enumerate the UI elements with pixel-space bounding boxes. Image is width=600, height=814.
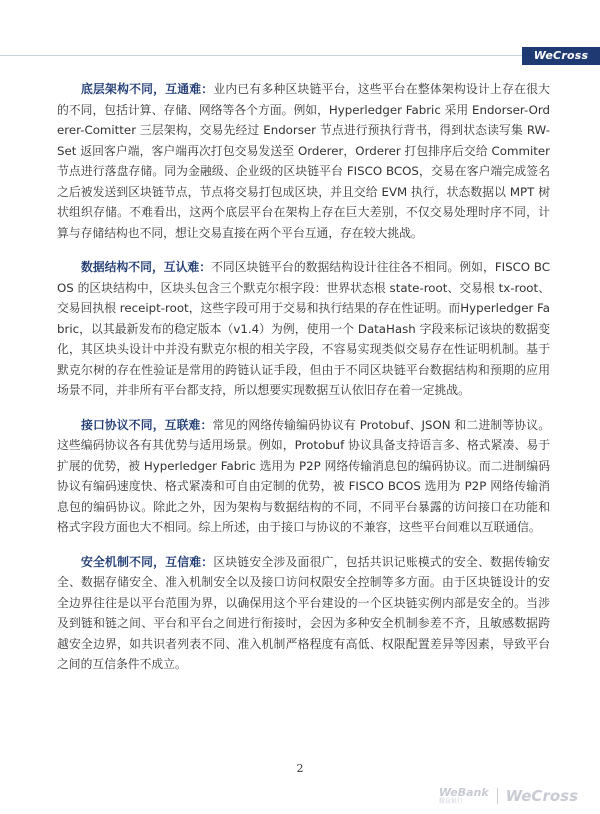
logo-divider xyxy=(497,788,498,804)
paragraph-architecture xyxy=(57,79,550,243)
footer-logos xyxy=(439,787,578,805)
wecross-header-logo: WeCross xyxy=(522,47,600,65)
paragraph-text: 常见的网络传输编码协议有 Protobuf、JSON 和二进制等协议。这些编码协议各有其优势与适用场景。例如，Protobuf 协议具备支持语言多、格式紧凑、易于扩展的优势，被 Hyperledger Fabric 选用为 P2P 网络传输消息包的编码协议。而二进制编码协议有编码速度快、格式紧凑和可自由定制的优势，被 FISCO BCOS 选用为 P2P 网络传输消息包的编码协议。除此之外，因为架构与数据结构的不同，不同平台暴露的访问接口在功能和格式字段方面也大不相同。综上所述，由于接口与协议的不兼容，这些平台间难以互联通信。 xyxy=(57,417,550,534)
paragraph-security xyxy=(57,552,550,675)
paragraph-data-structure xyxy=(57,257,550,401)
webank-logo-subtext: 微众银行 xyxy=(438,798,463,805)
webank-logo-text: WeBank xyxy=(438,786,489,799)
paragraph-lead: 接口协议不同，互联难： xyxy=(81,417,213,432)
paragraph-lead: 数据结构不同，互认难： xyxy=(81,260,212,274)
paragraph-lead: 安全机制不同，互信难： xyxy=(81,554,214,569)
page-number: 2 xyxy=(296,762,304,775)
paragraph-text: 不同区块链平台的数据结构设计往往各不相同。例如，FISCO BCOS 的区块结构中，区块头包含三个默克尔根字段：世界状态根 state-root、交易根 tx-root、交易回执根 receipt-root，这些字段可用于交易和执行结果的存在性证明。而Hyperledger Fabric，以其最新发布的稳定版本（v1.4）为例，使用一个 DataHash 字段来标记该块的数据变化，其区块头设计中并没有默克尔根的相关字段，不容易实现类似交易存在性证明机制。基于默克尔树的存在性验证是常用的跨链认证手段，但由于不同区块链平台数据结构和预期的应用场景不同，并非所有平台都支持，所以想要实现数据互认依旧存在着一定挑战。 xyxy=(57,260,550,397)
paragraph-text: 业内已有多种区块链平台，这些平台在整体架构设计上存在很大的不同，包括计算、存储、网络等各个方面。例如，Hyperledger Fabric 采用 Endorser-Orderer-Comitter 三层架构，交易先经过 Endorser 节点进行预执行背书，得到状态读写集 RW-Set 返回客户端，客户端再次打包交易发送至 Orderer，Orderer 打包排序后交给 Commiter 节点进行落盘存储。同为金融级、企业级的区块链平台 FISCO BCOS，交易在客户端完成签名之后被发送到区块链节点，节点将交易打包成区块，并且交给 EVM 执行，状态数据以 MPT 树状组织存储。不难看出，这两个底层平台在架构上存在巨大差别，不仅交易处理时序不同，计算与存储结构也不同，想让交易直接在两个平台互通，存在较大挑战。 xyxy=(57,82,550,240)
paragraph-text: 区块链安全涉及面很广，包括共识记账模式的安全、数据传输安全、数据存储安全、准入机制安全以及接口访问权限安全控制等多方面。由于区块链设计的安全边界往往是以平台范围为界，以确保用这个平台建设的一个区块链实例内部是安全的。当涉及到链和链之间、平台和平台之间进行衔接时，会因为多种安全机制参差不齐，且敏感数据跨越安全边界，如共识者列表不同、准入机制严格程度有高低、权限配置差异等因素，导致平台之间的互信条件不成立。 xyxy=(57,554,550,671)
paragraph-lead: 底层架构不同，互通难： xyxy=(81,82,214,96)
document-body xyxy=(57,79,550,689)
webank-logo xyxy=(439,787,489,805)
header-rule xyxy=(0,55,600,56)
paragraph-interface-protocol xyxy=(57,415,550,538)
wecross-footer-logo: WeCross xyxy=(505,787,578,805)
